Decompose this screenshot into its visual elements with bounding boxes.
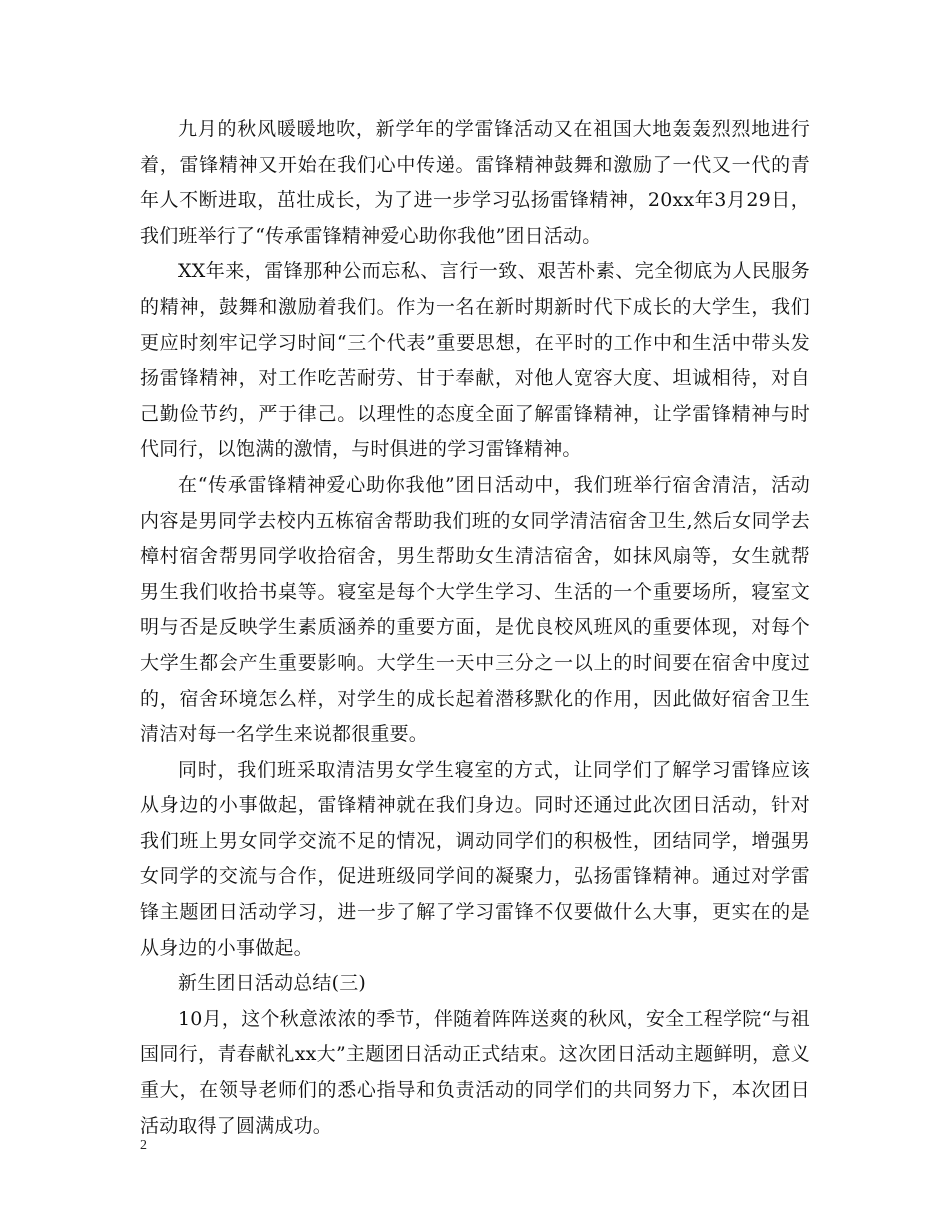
paragraph-leifeng-spirit-meaning: XX年来，雷锋那种公而忘私、言行一致、艰苦朴素、完全彻底为人民服务的精神，鼓舞和激励着我们。作为一名在新时期新时代下成长的大学生，我们更应时刻牢记学习时间“三个代表”重要思想，在平时的工作中和生活中带头发扬雷锋精神，对工作吃苦耐劳、甘于奉献，对他人宽容大度、坦诚相待，对自己勤俭节约，严于律己。以理性的态度全面了解雷锋精神，让学雷锋精神与时代同行，以饱满的激情，与时俱进的学习雷锋精神。 <box>140 260 810 461</box>
paragraph-october-theme-activity: 10月，这个秋意浓浓的季节，伴随着阵阵送爽的秋风，安全工程学院“与祖国同行，青春献礼xx大”主题团日活动正式结束。这次团日活动主题鲜明，意义重大，在领导老师们的悉心指导和负责活动的同学们的共同努力下，本次团日活动取得了圆满成功。 <box>140 1007 810 1137</box>
paragraph-leifeng-autumn-activity: 九月的秋风暖暖地吹，新学年的学雷锋活动又在祖国大地轰轰烈烈地进行着，雷锋精神又开始在我们心中传递。雷锋精神鼓舞和激励了一代又一代的青年人不断进取，茁壮成长，为了进一步学习弘扬雷锋精神，20xx年3月29日，我们班举行了“传承雷锋精神爱心助你我他”团日活动。 <box>140 118 810 247</box>
document-body <box>140 112 810 1144</box>
section-heading-new-student-summary: 新生团日活动总结(三) <box>178 972 367 995</box>
paragraph-dormitory-cleaning: 在“传承雷锋精神爱心助你我他”团日活动中，我们班举行宿舍清洁，活动内容是男同学去校内五栋宿舍帮助我们班的女同学清洁宿舍卫生,然后女同学去樟村宿舍帮男同学收拾宿舍，男生帮助女生清洁宿舍，如抹风扇等，女生就帮男生我们收拾书桌等。寝室是每个大学生学习、生活的一个重要场所，寝室文明与否是反映学生素质涵养的重要方面，是优良校风班风的重要体现，对每个大学生都会产生重要影响。大学生一天中三分之一以上的时间要在宿舍中度过的，宿舍环境怎么样，对学生的成长起着潜移默化的作用，因此做好宿舍卫生清洁对每一名学生来说都很重要。 <box>140 473 810 746</box>
page-number: 2 <box>140 1138 147 1153</box>
paragraph-class-communication: 同时，我们班采取清洁男女学生寝室的方式，让同学们了解学习雷锋应该从身边的小事做起，雷锋精神就在我们身边。同时还通过此次团日活动，针对我们班上男女同学交流不足的情况，调动同学们的积极性，团结同学，增强男女同学的交流与合作，促进班级同学间的凝聚力，弘扬雷锋精神。通过对学雷锋主题团日活动学习，进一步了解了学习雷锋不仅要做什么大事，更实在的是从身边的小事做起。 <box>140 758 810 959</box>
